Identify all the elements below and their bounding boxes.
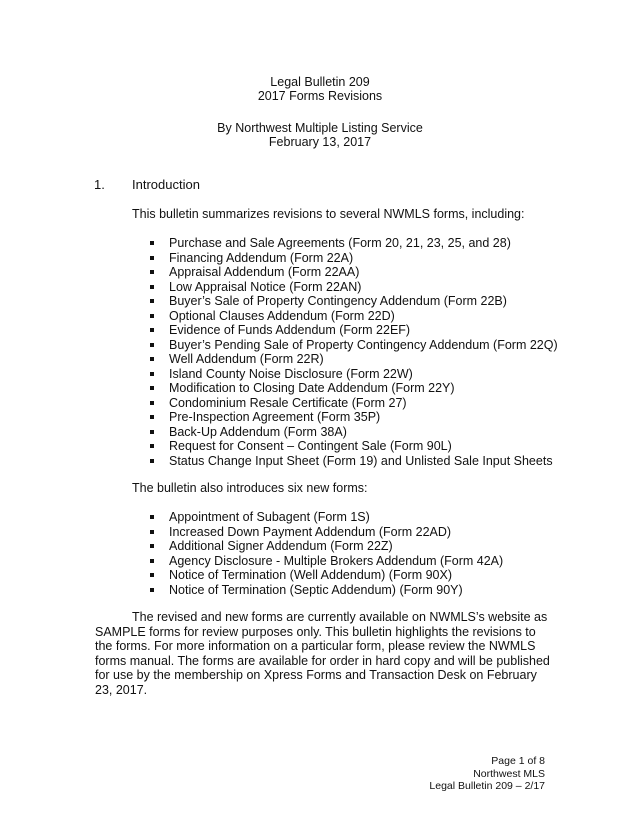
list-item [150, 425, 558, 440]
list-item [150, 265, 558, 280]
list-item-text: Agency Disclosure - Multiple Brokers Addendum (Form 42A) [169, 553, 504, 568]
list-item [150, 454, 558, 469]
list-item-text: Buyer’s Pending Sale of Property Contingency Addendum (Form 22Q) [169, 337, 558, 352]
list-item-text: Well Addendum (Form 22R) [169, 352, 324, 366]
list-item [150, 381, 558, 396]
list-item [150, 583, 503, 598]
title-line-1: Legal Bulletin 209 [270, 75, 370, 89]
section-number: 1. [94, 177, 105, 192]
list-item-text: Purchase and Sale Agreements (Form 20, 21, 23, 25, and 28) [169, 236, 511, 250]
list-item [150, 236, 558, 251]
square-bullet-icon [150, 256, 154, 260]
list-item [150, 251, 558, 266]
list-item [150, 323, 558, 338]
square-bullet-icon [150, 401, 154, 405]
square-bullet-icon [150, 285, 154, 289]
square-bullet-icon [150, 241, 154, 245]
square-bullet-icon [150, 573, 154, 577]
list-item-text: Request for Consent – Contingent Sale (Form 90L) [169, 439, 452, 453]
footer-reference: Legal Bulletin 209 – 2/17 [429, 780, 545, 792]
square-bullet-icon [150, 386, 154, 390]
square-bullet-icon [150, 372, 154, 376]
list-item-text: Back-Up Addendum (Form 38A) [169, 424, 347, 439]
list-item-text: Notice of Termination (Septic Addendum) (Form 90Y) [169, 582, 463, 597]
list-item-text: Low Appraisal Notice (Form 22AN) [169, 279, 362, 294]
revised-forms-list [150, 236, 558, 468]
list-item-text: Appraisal Addendum (Form 22AA) [169, 265, 360, 279]
title-line-2: 2017 Forms Revisions [257, 89, 383, 103]
square-bullet-icon [150, 328, 154, 332]
list-item-text: Additional Signer Addendum (Form 22Z) [169, 539, 393, 553]
section-title: Introduction [132, 177, 200, 192]
square-bullet-icon [150, 444, 154, 448]
closing-paragraph [95, 610, 555, 698]
list-item-text: Pre-Inspection Agreement (Form 35P) [169, 410, 381, 424]
list-item [150, 439, 558, 454]
list-item [150, 294, 558, 309]
list-item [150, 338, 558, 353]
list-item [150, 367, 558, 382]
list-item-text: Status Change Input Sheet (Form 19) and Unlisted Sale Input Sheets [169, 453, 553, 468]
list-item [150, 396, 558, 411]
list-item-text: Notice of Termination (Well Addendum) (Form 90X) [169, 568, 452, 582]
footer-page-number: Page 1 of 8 [491, 755, 545, 767]
list-item [150, 510, 503, 525]
list-item-text: Condominium Resale Certificate (Form 27) [169, 395, 407, 410]
square-bullet-icon [150, 515, 154, 519]
new-forms-intro: The bulletin also introduces six new forms: [132, 481, 368, 495]
list-item [150, 539, 503, 554]
closing-text: The revised and new forms are currently available on NWMLS’s website as SAMPLE forms for review purposes only. This bulletin highlights the revisions to the forms. For more information on a particular form, please review the NWMLS forms manual. The forms are available for order in hard copy and will be published for use by the membership on Xpress Forms and Transaction Desk on February 23, 2017. [95, 610, 550, 697]
square-bullet-icon [150, 314, 154, 318]
square-bullet-icon [150, 343, 154, 347]
list-item [150, 568, 503, 583]
list-item-text: Optional Clauses Addendum (Form 22D) [169, 308, 395, 323]
list-item-text: Evidence of Funds Addendum (Form 22EF) [169, 323, 411, 337]
list-item [150, 309, 558, 324]
square-bullet-icon [150, 544, 154, 548]
list-item [150, 352, 558, 367]
list-item-text: Appointment of Subagent (Form 1S) [169, 510, 370, 524]
list-item-text: Modification to Closing Date Addendum (Form 22Y) [169, 381, 455, 395]
list-item [150, 525, 503, 540]
square-bullet-icon [150, 459, 154, 463]
date-line: February 13, 2017 [268, 135, 372, 149]
list-item-text: Island County Noise Disclosure (Form 22W) [169, 366, 413, 381]
author-line: By Northwest Multiple Listing Service [217, 121, 423, 135]
list-item [150, 280, 558, 295]
square-bullet-icon [150, 530, 154, 534]
square-bullet-icon [150, 270, 154, 274]
square-bullet-icon [150, 588, 154, 592]
intro-paragraph: This bulletin summarizes revisions to several NWMLS forms, including: [132, 207, 525, 221]
list-item [150, 554, 503, 569]
list-item-text: Financing Addendum (Form 22A) [169, 250, 354, 265]
list-item-text: Increased Down Payment Addendum (Form 22AD) [169, 524, 452, 539]
page-footer [429, 755, 545, 793]
byline [0, 121, 640, 149]
square-bullet-icon [150, 357, 154, 361]
square-bullet-icon [150, 299, 154, 303]
list-item [150, 410, 558, 425]
square-bullet-icon [150, 415, 154, 419]
square-bullet-icon [150, 559, 154, 563]
document-title [0, 75, 640, 103]
square-bullet-icon [150, 430, 154, 434]
new-forms-list [150, 510, 503, 597]
list-item-text: Buyer’s Sale of Property Contingency Addendum (Form 22B) [169, 294, 507, 308]
footer-org: Northwest MLS [473, 767, 545, 780]
